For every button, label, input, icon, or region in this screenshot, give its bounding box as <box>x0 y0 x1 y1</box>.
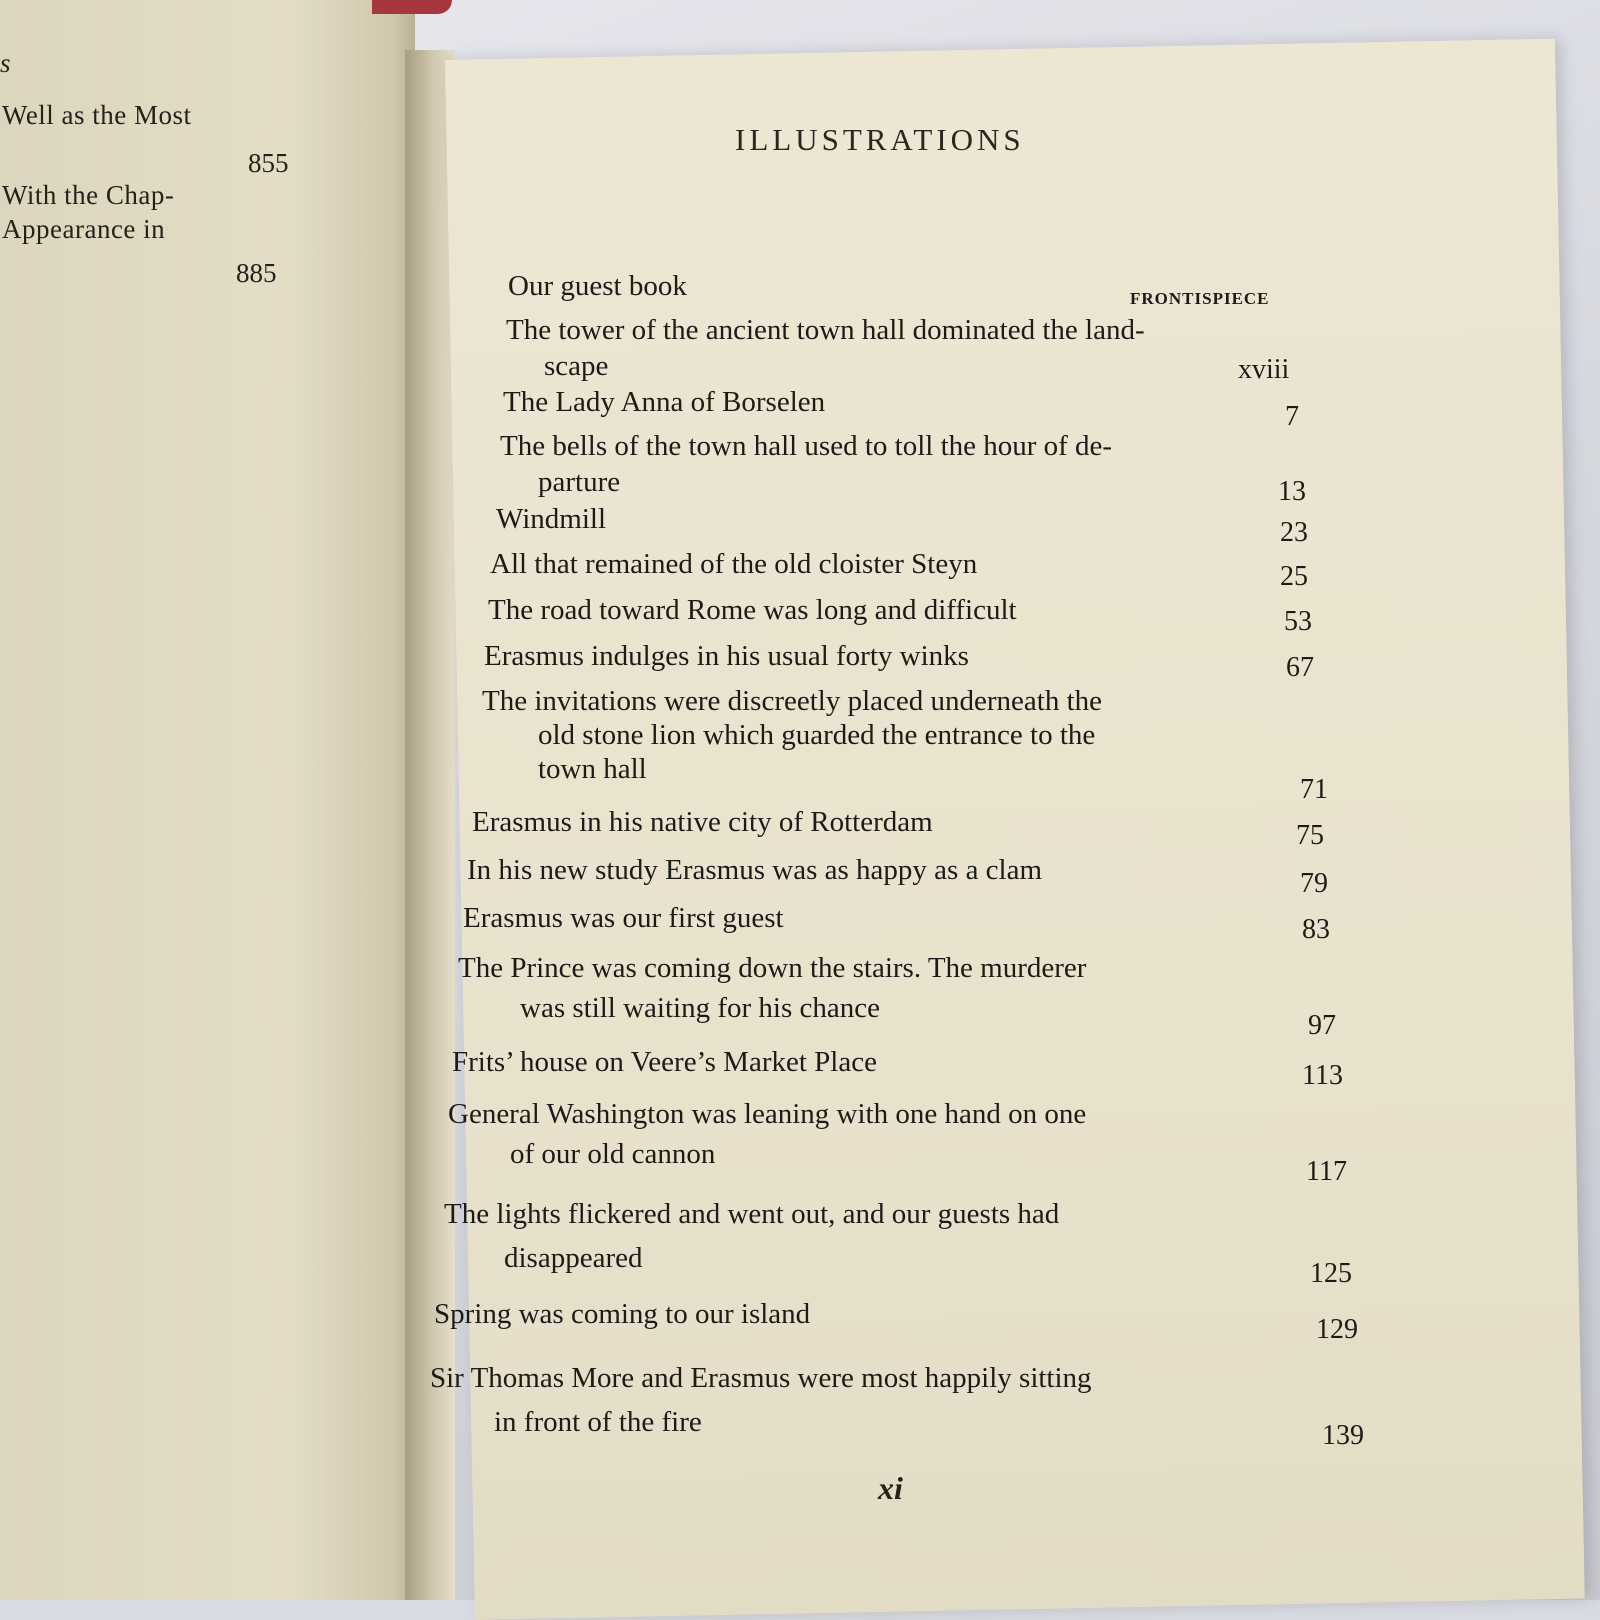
entry-page-number: 75 <box>1296 820 1324 851</box>
illustration-entry: Windmill <box>496 503 606 535</box>
page-heading: ILLUSTRATIONS <box>735 122 1025 157</box>
entry-page-number: 83 <box>1302 914 1330 945</box>
illustration-entry: The lights flickered and went out, and our guests had disappeared <box>444 1198 1060 1274</box>
left-page-line: Appearance in <box>2 214 166 244</box>
illustration-entry: The invitations were discreetly placed underneath the old stone lion which guarded the entrance to the town hall <box>482 685 1103 785</box>
illustration-entry: Erasmus in his native city of Rotterdam <box>472 806 933 838</box>
entry-page-number: xviii <box>1238 354 1290 385</box>
left-page-number: 855 <box>248 148 289 178</box>
entry-page-label: FRONTISPIECE <box>1130 289 1270 308</box>
left-page-line: Well as the Most <box>2 100 192 130</box>
illustration-entry: Frits’ house on Veere’s Market Place <box>452 1046 877 1078</box>
entry-page-number: 129 <box>1316 1314 1358 1345</box>
entry-page-number: 71 <box>1300 774 1328 805</box>
entry-page-number: 97 <box>1308 1010 1336 1041</box>
entry-page-number: 67 <box>1286 652 1314 683</box>
red-book-cover-edge <box>372 0 452 14</box>
illustration-entry: The road toward Rome was long and difficult <box>488 594 1017 626</box>
illustration-entry: All that remained of the old cloister Steyn <box>490 548 978 580</box>
left-page-number: 885 <box>236 258 277 288</box>
illustration-entry: The bells of the town hall used to toll the hour of de- parture <box>500 430 1113 498</box>
entry-page-number: 117 <box>1306 1156 1347 1187</box>
entry-page-number: 23 <box>1280 517 1308 548</box>
left-page-line: s <box>0 48 12 78</box>
illustration-entry: The Prince was coming down the stairs. The murderer was still waiting for his chance <box>458 952 1087 1024</box>
page-folio: xi <box>878 1470 903 1506</box>
illustration-entry: Our guest book <box>508 270 687 302</box>
entry-page-number: 25 <box>1280 561 1308 592</box>
entry-page-number: 139 <box>1322 1420 1364 1451</box>
left-page-line: With the Chap- <box>2 180 175 210</box>
illustration-entry: Sir Thomas More and Erasmus were most happily sitting in front of the fire <box>430 1362 1092 1438</box>
illustration-entry: The tower of the ancient town hall dominated the land- scape <box>506 314 1145 382</box>
illustration-entry: Erasmus indulges in his usual forty winks <box>484 640 969 672</box>
illustration-entry: Spring was coming to our island <box>434 1298 811 1330</box>
entry-page-number: 53 <box>1284 606 1312 637</box>
entry-page-number: 79 <box>1300 868 1328 899</box>
entry-page-number: 113 <box>1302 1060 1343 1091</box>
illustration-entry: The Lady Anna of Borselen <box>503 386 826 418</box>
illustration-entry: Erasmus was our first guest <box>463 902 784 934</box>
illustration-entry: General Washington was leaning with one hand on one of our old cannon <box>448 1098 1087 1170</box>
left-book-page <box>0 0 415 1600</box>
illustration-entry: In his new study Erasmus was as happy as a clam <box>467 854 1043 886</box>
entry-page-number: 7 <box>1285 401 1299 432</box>
entry-page-number: 13 <box>1278 476 1306 507</box>
entry-page-number: 125 <box>1310 1258 1352 1289</box>
